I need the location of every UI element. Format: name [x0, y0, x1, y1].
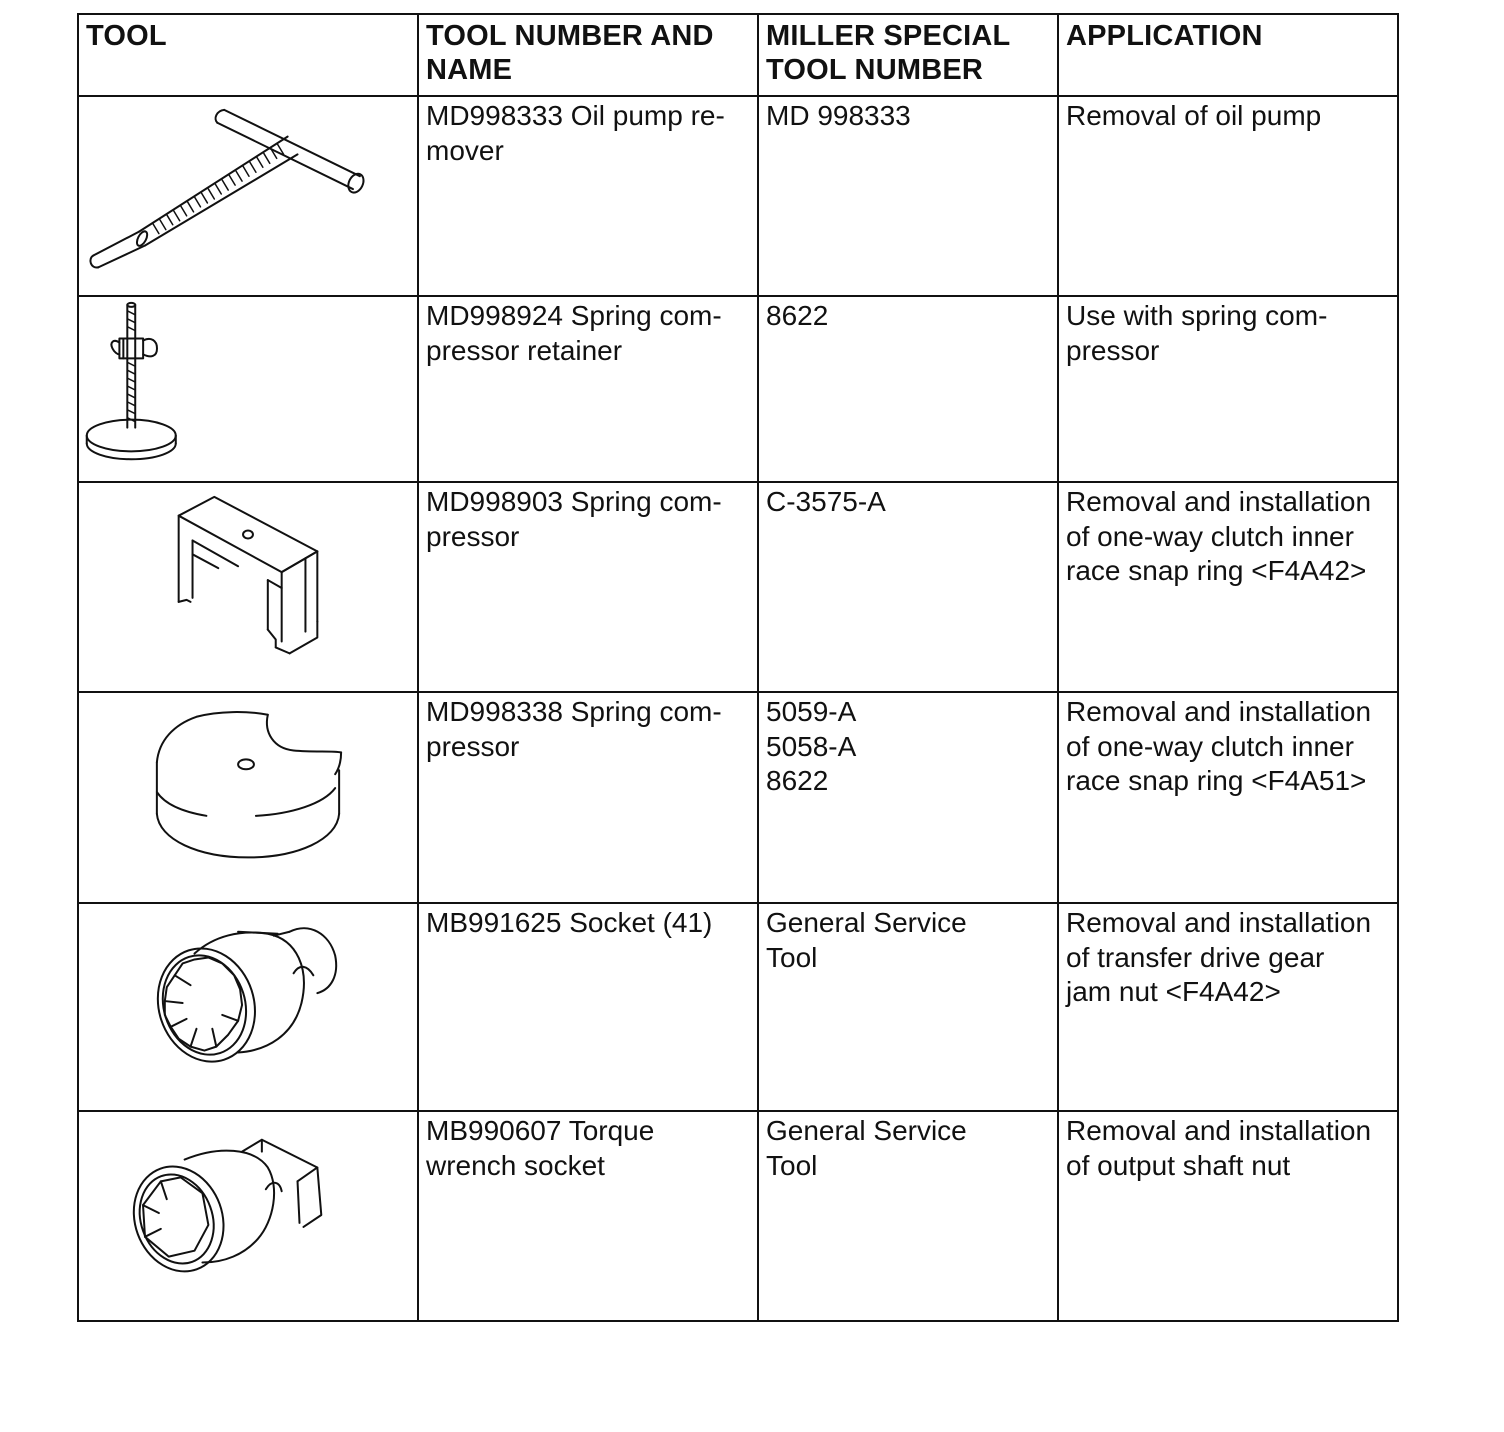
miller-number-cell: General Service Tool: [758, 903, 1058, 1111]
tool-number-name-cell: MD998924 Spring com- pressor retainer: [418, 296, 758, 482]
tool-illustration-cell: [78, 482, 418, 692]
tool-number-name-cell: MD998903 Spring com- pressor: [418, 482, 758, 692]
tool-illustration-cell: [78, 903, 418, 1111]
application-cell: Removal and installation of transfer drive gear jam nut <F4A42>: [1058, 903, 1398, 1111]
application-cell: Removal and installation of one-way clutch inner race snap ring <F4A42>: [1058, 482, 1398, 692]
header-miller-number: MILLER SPECIAL TOOL NUMBER: [758, 14, 1058, 96]
tool-number-name-cell: MB990607 Torque wrench socket: [418, 1111, 758, 1321]
miller-number-cell: MD 998333: [758, 96, 1058, 296]
socket-icon: [79, 904, 417, 1110]
tool-illustration-cell: [78, 296, 418, 482]
table-row: [78, 692, 1398, 903]
tool-illustration-cell: [78, 96, 418, 296]
application-cell: Use with spring com- pressor: [1058, 296, 1398, 482]
miller-number-cell: 5059-A 5058-A 8622: [758, 692, 1058, 903]
application-cell: Removal of oil pump: [1058, 96, 1398, 296]
miller-number-cell: 8622: [758, 296, 1058, 482]
application-cell: Removal and installation of output shaft nut: [1058, 1111, 1398, 1321]
table-row: [78, 96, 1398, 296]
oil-pump-remover-icon: [79, 97, 417, 295]
table-row: [78, 1111, 1398, 1321]
miller-number-cell: General Service Tool: [758, 1111, 1058, 1321]
tool-number-name-cell: MB991625 Socket (41): [418, 903, 758, 1111]
spring-compressor-retainer-icon: [79, 297, 417, 481]
table-header-row: [78, 14, 1398, 96]
spring-compressor-bracket-icon: [79, 483, 417, 691]
header-application: APPLICATION: [1058, 14, 1398, 96]
header-tool: TOOL: [78, 14, 418, 96]
tool-number-name-cell: MD998338 Spring com- pressor: [418, 692, 758, 903]
tool-illustration-cell: [78, 1111, 418, 1321]
table-row: [78, 482, 1398, 692]
torque-wrench-socket-icon: [79, 1112, 417, 1320]
spring-compressor-disc-icon: [79, 693, 417, 902]
application-cell: Removal and installation of one-way clutch inner race snap ring <F4A51>: [1058, 692, 1398, 903]
tool-illustration-cell: [78, 692, 418, 903]
tool-number-name-cell: MD998333 Oil pump re- mover: [418, 96, 758, 296]
table-row: [78, 296, 1398, 482]
miller-number-cell: C-3575-A: [758, 482, 1058, 692]
header-tool-number-name: TOOL NUMBER AND NAME: [418, 14, 758, 96]
special-tools-table: [77, 13, 1399, 1322]
table-row: [78, 903, 1398, 1111]
